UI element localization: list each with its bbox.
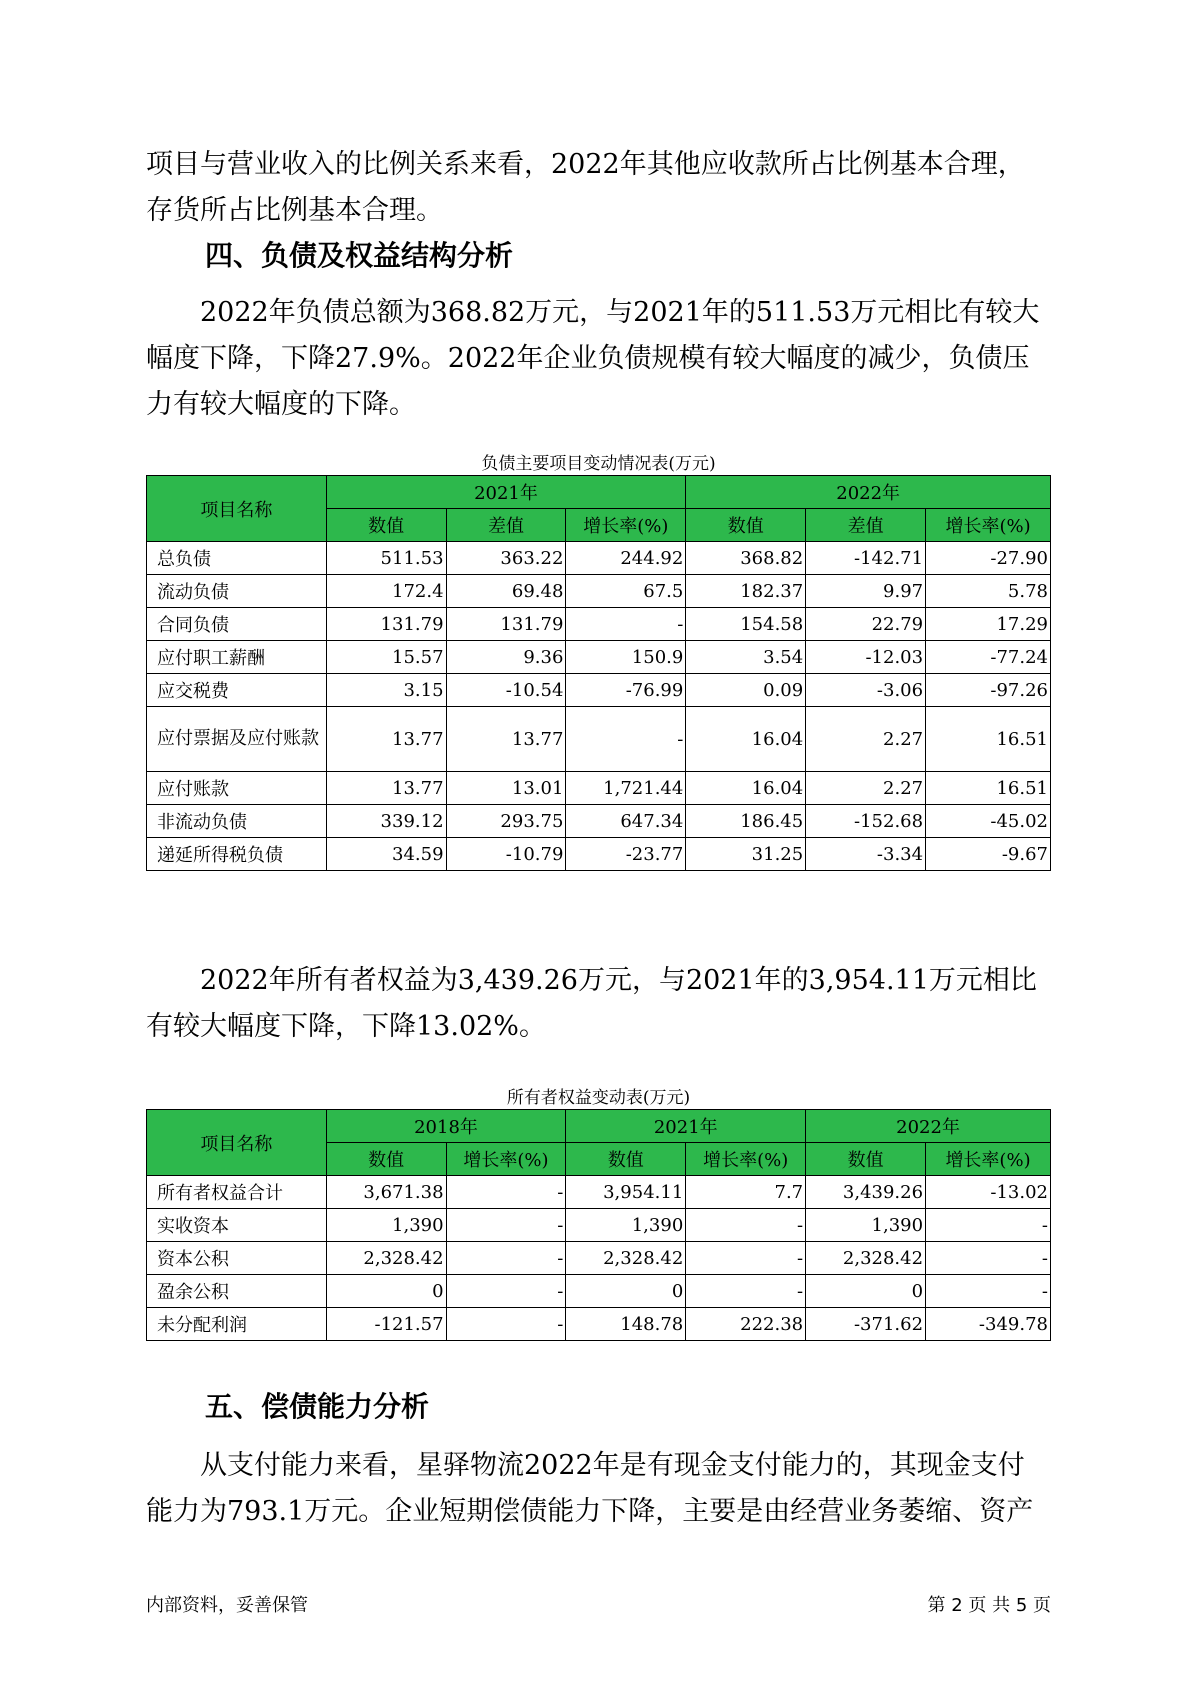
subheader-value: 数值 — [326, 509, 446, 542]
row-name: 流动负债 — [147, 575, 327, 608]
row-name: 应付职工薪酬 — [147, 641, 327, 674]
cell: - — [686, 1209, 806, 1242]
cell: 511.53 — [326, 542, 446, 575]
section-heading-solvency: 五、偿债能力分析 — [205, 1390, 430, 1423]
cell: 13.01 — [446, 772, 566, 805]
cell: 69.48 — [446, 575, 566, 608]
table-row — [147, 575, 1051, 608]
row-name: 应付票据及应付账款 — [147, 707, 327, 772]
equity-table-name-header: 项目名称 — [147, 1110, 327, 1176]
row-name: 资本公积 — [147, 1242, 327, 1275]
equity-table-caption: 所有者权益变动表(万元) — [506, 1088, 691, 1108]
cell: 13.77 — [326, 772, 446, 805]
cell: - — [686, 1242, 806, 1275]
cell: 148.78 — [566, 1308, 686, 1341]
cell: 17.29 — [926, 608, 1051, 641]
paragraph-liabilities: 2022年负债总额为368.82万元，与2021年的511.53万元相比有较大幅度下降，下降27.9%。2022年企业负债规模有较大幅度的减少，负债压力有较大幅度的下降。 — [146, 297, 1040, 420]
cell: 647.34 — [566, 805, 686, 838]
cell: - — [686, 1275, 806, 1308]
subheader-value: 数值 — [326, 1143, 446, 1176]
liability-table-header-row — [147, 476, 1051, 509]
row-name: 未分配利润 — [147, 1308, 327, 1341]
cell: -121.57 — [326, 1308, 446, 1341]
cell: 5.78 — [926, 575, 1051, 608]
section-heading-liabilities-equity: 四、负债及权益结构分析 — [205, 239, 514, 272]
cell: - — [446, 1176, 566, 1209]
footer-page-number: 第 2 页 共 5 页 — [927, 1595, 1051, 1616]
table-row — [147, 805, 1051, 838]
table-row — [147, 1176, 1051, 1209]
subheader-growth: 增长率(%) — [926, 1143, 1051, 1176]
cell: 131.79 — [326, 608, 446, 641]
table-row — [147, 1209, 1051, 1242]
cell: - — [926, 1242, 1051, 1275]
equity-table-year-2021: 2021年 — [566, 1110, 806, 1143]
cell: 1,390 — [806, 1209, 926, 1242]
table-row — [147, 1275, 1051, 1308]
cell: -10.79 — [446, 838, 566, 871]
cell: 9.97 — [806, 575, 926, 608]
table-row — [147, 1242, 1051, 1275]
footer-confidential: 内部资料，妥善保管 — [146, 1595, 308, 1616]
cell: -3.34 — [806, 838, 926, 871]
cell: 2.27 — [806, 772, 926, 805]
cell: 16.04 — [686, 707, 806, 772]
cell: 2,328.42 — [566, 1242, 686, 1275]
cell: 34.59 — [326, 838, 446, 871]
cell: -349.78 — [926, 1308, 1051, 1341]
cell: 0 — [566, 1275, 686, 1308]
cell: -77.24 — [926, 641, 1051, 674]
cell: 13.77 — [326, 707, 446, 772]
table-row — [147, 641, 1051, 674]
cell: 7.7 — [686, 1176, 806, 1209]
row-name: 盈余公积 — [147, 1275, 327, 1308]
cell: 182.37 — [686, 575, 806, 608]
row-name: 递延所得税负债 — [147, 838, 327, 871]
cell: 67.5 — [566, 575, 686, 608]
cell: - — [446, 1209, 566, 1242]
cell: 1,721.44 — [566, 772, 686, 805]
subheader-growth: 增长率(%) — [566, 509, 686, 542]
row-name: 应交税费 — [147, 674, 327, 707]
subheader-value: 数值 — [686, 509, 806, 542]
liability-table — [146, 475, 1051, 871]
row-name: 实收资本 — [147, 1209, 327, 1242]
cell: -76.99 — [566, 674, 686, 707]
cell: -152.68 — [806, 805, 926, 838]
cell: - — [566, 608, 686, 641]
cell: 222.38 — [686, 1308, 806, 1341]
cell: 0.09 — [686, 674, 806, 707]
liability-table-year-2021: 2021年 — [326, 476, 686, 509]
cell: 244.92 — [566, 542, 686, 575]
liability-table-year-2022: 2022年 — [686, 476, 1051, 509]
subheader-growth: 增长率(%) — [926, 509, 1051, 542]
cell: 22.79 — [806, 608, 926, 641]
cell: 3.54 — [686, 641, 806, 674]
table-row — [147, 772, 1051, 805]
cell: 1,390 — [566, 1209, 686, 1242]
cell: 1,390 — [326, 1209, 446, 1242]
paragraph-receivables: 项目与营业收入的比例关系来看，2022年其他应收款所占比例基本合理，存货所占比例基本合理。 — [146, 149, 1025, 226]
cell: 2,328.42 — [326, 1242, 446, 1275]
cell: 172.4 — [326, 575, 446, 608]
cell: -97.26 — [926, 674, 1051, 707]
equity-table-year-2022: 2022年 — [806, 1110, 1051, 1143]
cell: 339.12 — [326, 805, 446, 838]
cell: -371.62 — [806, 1308, 926, 1341]
cell: 3,439.26 — [806, 1176, 926, 1209]
subheader-diff: 差值 — [806, 509, 926, 542]
cell: 150.9 — [566, 641, 686, 674]
cell: 9.36 — [446, 641, 566, 674]
cell: 2,328.42 — [806, 1242, 926, 1275]
table-row — [147, 707, 1051, 772]
cell: 368.82 — [686, 542, 806, 575]
liability-table-caption: 负债主要项目变动情况表(万元) — [481, 454, 716, 474]
cell: -27.90 — [926, 542, 1051, 575]
subheader-value: 数值 — [566, 1143, 686, 1176]
row-name: 合同负债 — [147, 608, 327, 641]
table-row — [147, 838, 1051, 871]
subheader-diff: 差值 — [446, 509, 566, 542]
row-name: 非流动负债 — [147, 805, 327, 838]
cell: -3.06 — [806, 674, 926, 707]
cell: -12.03 — [806, 641, 926, 674]
cell: 131.79 — [446, 608, 566, 641]
cell: 16.04 — [686, 772, 806, 805]
table-row — [147, 542, 1051, 575]
equity-table — [146, 1109, 1051, 1341]
cell: -10.54 — [446, 674, 566, 707]
row-name: 应付账款 — [147, 772, 327, 805]
cell: 31.25 — [686, 838, 806, 871]
cell: 15.57 — [326, 641, 446, 674]
cell: - — [566, 707, 686, 772]
subheader-growth: 增长率(%) — [686, 1143, 806, 1176]
cell: - — [446, 1242, 566, 1275]
cell: 16.51 — [926, 772, 1051, 805]
subheader-value: 数值 — [806, 1143, 926, 1176]
liability-table-name-header: 项目名称 — [147, 476, 327, 542]
paragraph-equity: 2022年所有者权益为3,439.26万元，与2021年的3,954.11万元相比有较大幅度下降，下降13.02%。 — [146, 965, 1037, 1042]
table-row — [147, 674, 1051, 707]
cell: 3,671.38 — [326, 1176, 446, 1209]
cell: - — [926, 1275, 1051, 1308]
cell: - — [446, 1275, 566, 1308]
cell: - — [446, 1308, 566, 1341]
table-row — [147, 608, 1051, 641]
cell: 3,954.11 — [566, 1176, 686, 1209]
cell: 2.27 — [806, 707, 926, 772]
cell: 363.22 — [446, 542, 566, 575]
equity-table-year-2018: 2018年 — [326, 1110, 566, 1143]
cell: 13.77 — [446, 707, 566, 772]
cell: -142.71 — [806, 542, 926, 575]
cell: 0 — [806, 1275, 926, 1308]
row-name: 总负债 — [147, 542, 327, 575]
cell: 16.51 — [926, 707, 1051, 772]
cell: 154.58 — [686, 608, 806, 641]
subheader-growth: 增长率(%) — [446, 1143, 566, 1176]
cell: 293.75 — [446, 805, 566, 838]
cell: 186.45 — [686, 805, 806, 838]
equity-table-header-row — [147, 1110, 1051, 1143]
cell: -23.77 — [566, 838, 686, 871]
cell: - — [926, 1209, 1051, 1242]
row-name: 所有者权益合计 — [147, 1176, 327, 1209]
cell: -13.02 — [926, 1176, 1051, 1209]
cell: -45.02 — [926, 805, 1051, 838]
table-row — [147, 1308, 1051, 1341]
cell: -9.67 — [926, 838, 1051, 871]
paragraph-solvency: 从支付能力来看，星驿物流2022年是有现金支付能力的，其现金支付能力为793.1万元。企业短期偿债能力下降，主要是由经营业务萎缩、资产 — [146, 1450, 1034, 1527]
cell: 0 — [326, 1275, 446, 1308]
cell: 3.15 — [326, 674, 446, 707]
